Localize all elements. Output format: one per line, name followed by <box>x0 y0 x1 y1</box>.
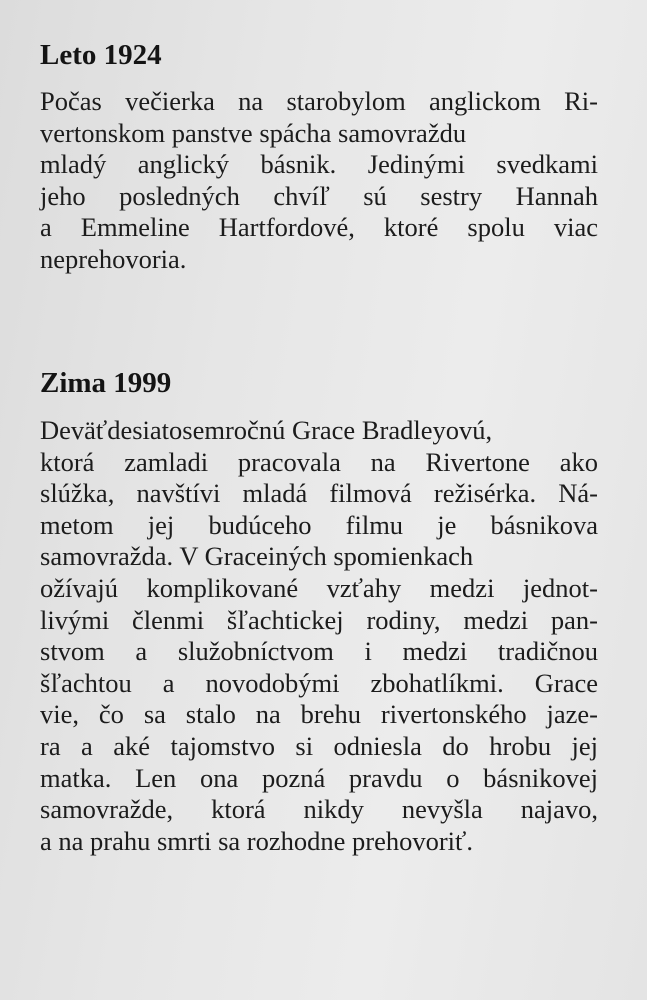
paragraph-line: a Emmeline Hartfordové, ktoré spolu viac <box>40 212 598 243</box>
paragraph-line: Počas večierka na starobylom anglickom Ri- <box>40 86 598 116</box>
paragraph-line: mladý anglický básnik. Jedinými svedkami <box>40 149 598 180</box>
paragraph-line: ktorá zamladi pracovala na Rivertone ako <box>40 446 598 477</box>
section-heading: Zima 1999 <box>40 367 172 399</box>
paragraph-line: stvom a služobníctvom i medzi tradičnou <box>40 636 598 667</box>
paragraph-line: jeho posledných chvíľ sú sestry Hannah <box>40 180 598 211</box>
paragraph-line: ra a aké tajomstvo si odniesla do hrobu jej <box>40 730 598 761</box>
paragraph-line: matka. Len ona pozná pravdu o básnikovej <box>40 762 598 793</box>
paragraph-line: ožívajú komplikované vzťahy medzi jednot- <box>40 572 598 603</box>
paragraph-line: vertonskom panstve spácha samovraždu <box>40 117 467 148</box>
paragraph-line: šľachtou a novodobými zbohatlíkmi. Grace <box>40 667 598 698</box>
paragraph-line: samovražda. V Graceiných spomienkach <box>40 541 474 572</box>
paragraph-line: samovražde, ktorá nikdy nevyšla najavo, <box>40 794 598 825</box>
section-paragraph <box>40 415 598 857</box>
paragraph-line: metom jej budúceho filmu je básnikova <box>40 509 598 540</box>
paragraph-line: neprehovoria. <box>40 243 187 274</box>
section-heading: Leto 1924 <box>40 39 162 71</box>
section-summer-1924 <box>40 38 598 276</box>
paragraph-line: livými členmi šľachtickej rodiny, medzi pan- <box>40 604 598 635</box>
paragraph-line: slúžka, navštívi mladá filmová režisérka. Ná- <box>40 478 598 509</box>
paragraph-line: a na prahu smrti sa rozhodne prehovoriť. <box>40 825 473 856</box>
paragraph-line: Deväťdesiatosemročnú Grace Bradleyovú, <box>40 415 493 445</box>
section-paragraph <box>40 86 598 276</box>
section-winter-1999 <box>40 366 598 857</box>
paragraph-line: vie, čo sa stalo na brehu rivertonského jaze- <box>40 699 598 730</box>
